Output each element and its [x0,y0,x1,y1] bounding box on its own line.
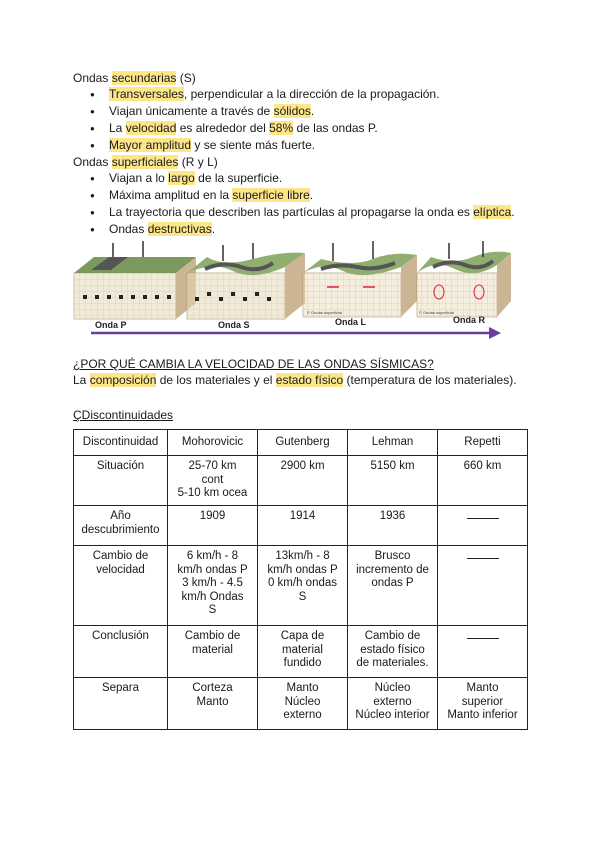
text-span: Ondas [73,71,112,85]
onda-r-label: Onda R [453,315,486,325]
table-header-row [74,430,528,456]
table-cell: 2900 km [258,456,348,506]
list-item: ● Ondas destructivas. [73,221,515,238]
text-span: (S) [176,71,196,85]
discontinuidades-title: ÇDiscontinuidades [73,408,174,422]
table-header-cell: Repetti [438,430,528,456]
list-item: ● Viajan únicamente a través de sólidos. [73,103,439,120]
table-row [74,678,528,730]
list-item: ● Mayor amplitud y se siente más fuerte. [73,137,439,154]
table-cell [438,626,528,678]
question-title: ¿POR QUÉ CAMBIA LA VELOCIDAD DE LAS ONDAS SÍSMICAS? [73,357,434,371]
highlight-span: secundarias [111,71,177,85]
list-item: ● Transversales, perpendicular a la dirección de la propagación. [73,86,439,103]
discontinuidades-table [73,429,528,730]
table-cell: 6 km/h - 8 km/h ondas P 3 km/h - 4.5 km/h Ondas S [168,546,258,626]
table-cell: Núcleo externo Núcleo interior [348,678,438,730]
table-header-cell: Lehman [348,430,438,456]
table-cell: Cambio de material [168,626,258,678]
table-cell: Manto Núcleo externo [258,678,348,730]
list-item: ● Máxima amplitud en la superficie libre. [73,187,515,204]
figure-caption: © Ondas superficial [419,310,454,315]
table-cell: Año descubrimiento [74,506,168,546]
secundarias-heading [73,70,196,86]
table-row [74,506,528,546]
table-cell: Corteza Manto [168,678,258,730]
onda-p-label: Onda P [95,320,127,330]
table-cell: 1909 [168,506,258,546]
table-cell: 5150 km [348,456,438,506]
table-cell: Capa de material fundido [258,626,348,678]
list-item: ● La velocidad es alrededor del 58% de las ondas P. [73,120,439,137]
table-cell: Situación [74,456,168,506]
table-row [74,546,528,626]
superficiales-heading: Ondas superficiales (R y L) [73,155,218,169]
empty-dash [467,631,499,639]
list-item: ● Viajan a lo largo de la superficie. [73,170,515,187]
table-cell: 1914 [258,506,348,546]
table-cell: 25-70 km cont 5-10 km ocea [168,456,258,506]
table-header-cell: Discontinuidad [74,430,168,456]
table-cell: Conclusión [74,626,168,678]
onda-l-label: Onda L [335,317,366,327]
table-cell [438,506,528,546]
table-header-cell: Mohorovicic [168,430,258,456]
superficiales-list [73,170,515,238]
table-cell: Cambio de velocidad [74,546,168,626]
onda-s-label: Onda S [218,320,250,330]
table-cell: Brusco incremento de ondas P [348,546,438,626]
table-row [74,456,528,506]
question-answer: La composición de los materiales y el estado físico (temperatura de los materiales). [73,373,517,387]
table-row [74,626,528,678]
figure-caption: © Ondas superficial [307,310,342,315]
table-cell: Manto superior Manto inferior [438,678,528,730]
table-cell: Cambio de estado físico de materiales. [348,626,438,678]
empty-dash [467,511,499,519]
seismic-waves-figure [73,237,513,342]
list-item: ● La trayectoria que describen las partículas al propagarse la onda es elíptica. [73,204,515,221]
table-header-cell: Gutenberg [258,430,348,456]
table-cell: 660 km [438,456,528,506]
table-cell: 13km/h - 8 km/h ondas P 0 km/h ondas S [258,546,348,626]
empty-dash [467,551,499,559]
table-cell: 1936 [348,506,438,546]
table-cell [438,546,528,626]
table-cell: Separa [74,678,168,730]
secundarias-list [73,86,439,154]
